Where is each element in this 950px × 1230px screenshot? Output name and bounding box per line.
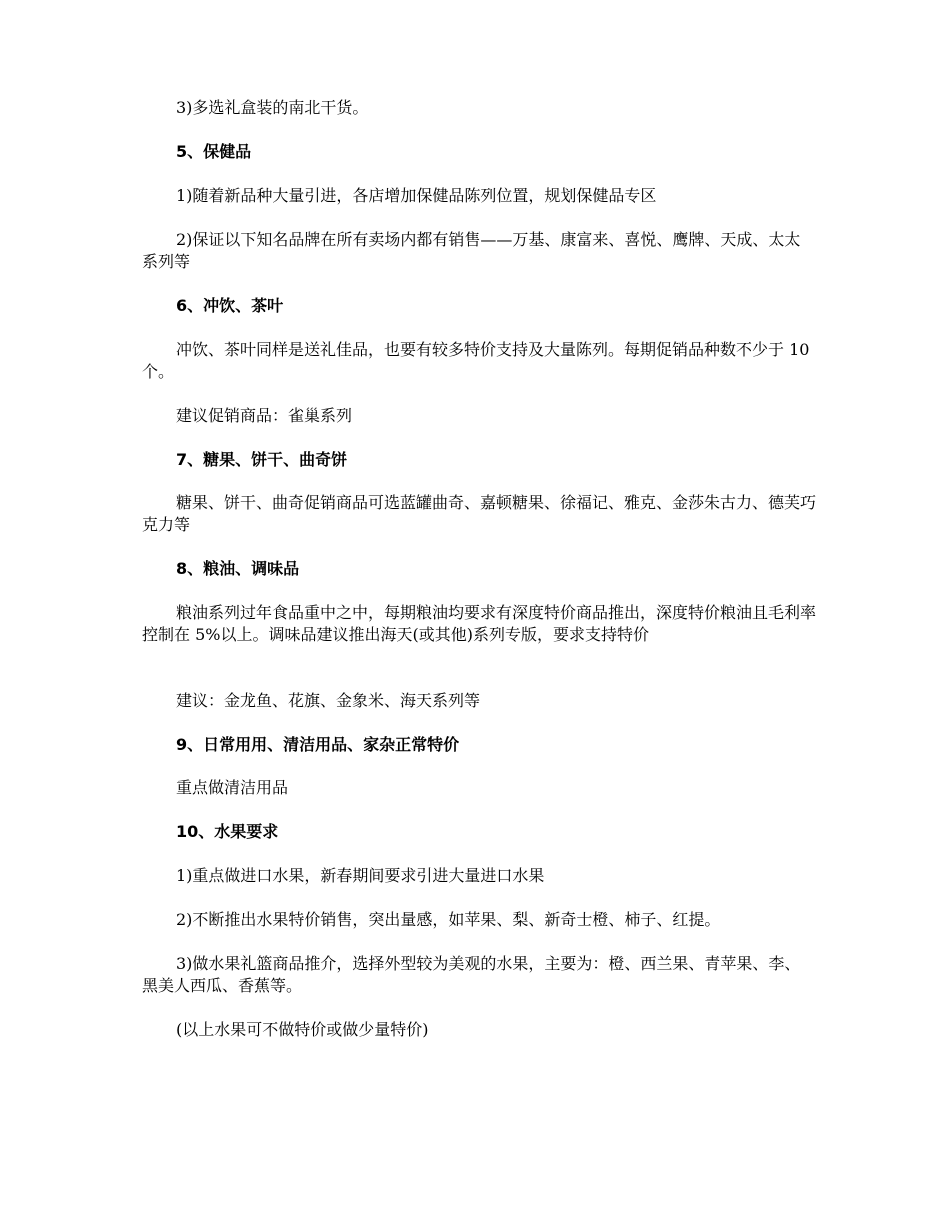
paragraph-fruit-1: 1)重点做进口水果，新春期间要求引进大量进口水果 xyxy=(176,866,545,885)
paragraph-health-1: 1)随着新品种大量引进，各店增加保健品陈列位置，规划保健品专区 xyxy=(176,186,657,205)
paragraph-fruit-note: (以上水果可不做特价或做少量特价) xyxy=(176,1020,429,1039)
paragraph-fruit-2: 2)不断推出水果特价销售，突出量感，如苹果、梨、新奇士橙、柿子、红提。 xyxy=(176,910,721,929)
heading-fruit: 10、水果要求 xyxy=(176,822,279,841)
paragraph-daily-goods: 重点做清洁用品 xyxy=(176,778,289,797)
heading-daily-goods: 9、日常用用、清洁用品、家杂正常特价 xyxy=(176,735,460,754)
heading-drinks-tea: 6、冲饮、茶叶 xyxy=(176,296,284,315)
paragraph-drinks-suggestion: 建议促销商品：雀巢系列 xyxy=(176,406,353,425)
heading-candy-biscuits: 7、糖果、饼干、曲奇饼 xyxy=(176,450,348,469)
heading-health-products: 5、保健品 xyxy=(176,142,252,161)
paragraph-grain-oil: 粮油系列过年食品重中之中，每期粮油均要求有深度特价商品推出，深度特价粮油且毛利率控制在 5%以上。调味品建议推出海天(或其他)系列专版，要求支持特价 xyxy=(142,603,817,644)
paragraph-drinks-tea: 冲饮、茶叶同样是送礼佳品，也要有较多特价支持及大量陈列。每期促销品种数不少于 10 个。 xyxy=(142,340,810,381)
paragraph-dry-goods: 3)多选礼盒装的南北干货。 xyxy=(176,98,369,117)
paragraph-candy-biscuits: 糖果、饼干、曲奇促销商品可选蓝罐曲奇、嘉顿糖果、徐福记、雅克、金莎朱古力、德芙巧克力等 xyxy=(142,493,817,534)
paragraph-health-2: 2)保证以下知名品牌在所有卖场内都有销售——万基、康富来、喜悦、鹰牌、天成、太太系列等 xyxy=(142,230,801,271)
paragraph-grain-oil-suggestion: 建议：金龙鱼、花旗、金象米、海天系列等 xyxy=(176,691,481,710)
paragraph-fruit-3: 3)做水果礼篮商品推介，选择外型较为美观的水果，主要为：橙、西兰果、青苹果、李、黑美人西瓜、香蕉等。 xyxy=(142,954,801,995)
heading-grain-oil: 8、粮油、调味品 xyxy=(176,559,300,578)
